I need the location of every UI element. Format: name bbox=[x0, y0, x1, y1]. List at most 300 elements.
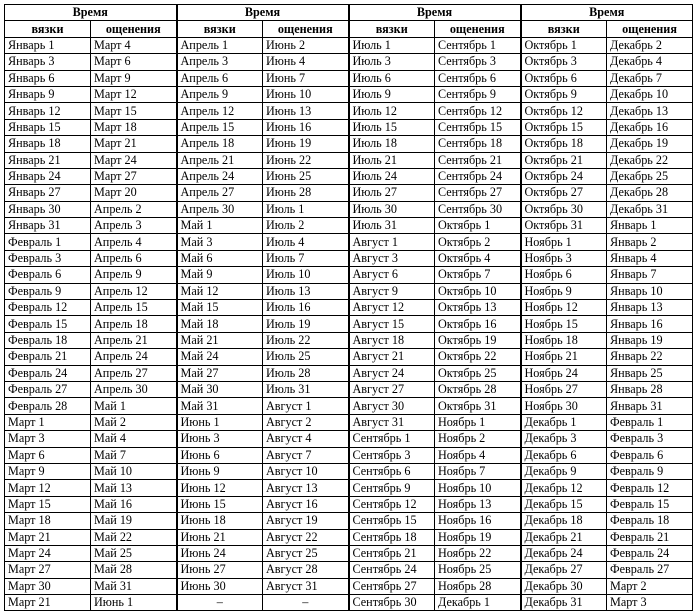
whelping-date-cell: Июль 28 bbox=[263, 365, 349, 381]
whelping-date-cell: Февраль 27 bbox=[607, 562, 693, 578]
whelping-date-cell: Август 31 bbox=[263, 578, 349, 594]
table-row bbox=[5, 480, 693, 496]
whelping-date-cell: Февраль 15 bbox=[607, 496, 693, 512]
table-row bbox=[5, 218, 693, 234]
whelping-date-cell: Июль 25 bbox=[263, 349, 349, 365]
mating-date-cell: Сентябрь 3 bbox=[349, 447, 435, 463]
whelping-date-cell: Май 1 bbox=[91, 398, 177, 414]
whelping-date-cell: Сентябрь 27 bbox=[435, 185, 521, 201]
whelping-date-cell: Декабрь 25 bbox=[607, 168, 693, 184]
mating-date-cell: – bbox=[177, 595, 263, 611]
whelping-date-cell: Июль 1 bbox=[263, 201, 349, 217]
table-row bbox=[5, 529, 693, 545]
mating-date-cell: Август 30 bbox=[349, 398, 435, 414]
whelping-date-cell: Май 31 bbox=[91, 578, 177, 594]
whelping-date-cell: Июнь 22 bbox=[263, 152, 349, 168]
whelping-date-cell: Февраль 24 bbox=[607, 545, 693, 561]
whelping-date-cell: Январь 22 bbox=[607, 349, 693, 365]
mating-date-cell: Январь 30 bbox=[5, 201, 91, 217]
whelping-date-cell: Апрель 15 bbox=[91, 300, 177, 316]
mating-date-cell: Сентябрь 9 bbox=[349, 480, 435, 496]
group-1-title: Время bbox=[5, 5, 177, 21]
mating-date-cell: Апрель 12 bbox=[177, 103, 263, 119]
mating-date-cell: Апрель 21 bbox=[177, 152, 263, 168]
whelping-calendar-table bbox=[4, 4, 693, 611]
table-row bbox=[5, 349, 693, 365]
whelping-date-cell: – bbox=[263, 595, 349, 611]
mating-date-cell: Ноябрь 15 bbox=[521, 316, 607, 332]
whelping-date-cell: Январь 1 bbox=[607, 218, 693, 234]
mating-date-cell: Декабрь 18 bbox=[521, 513, 607, 529]
mating-date-cell: Январь 18 bbox=[5, 136, 91, 152]
whelping-date-cell: Ноябрь 19 bbox=[435, 529, 521, 545]
whelping-date-cell: Январь 28 bbox=[607, 381, 693, 397]
mating-date-cell: Январь 21 bbox=[5, 152, 91, 168]
whelping-date-cell: Сентябрь 15 bbox=[435, 119, 521, 135]
mating-date-cell: Ноябрь 18 bbox=[521, 332, 607, 348]
mating-date-cell: Июль 18 bbox=[349, 136, 435, 152]
whelping-date-cell: Декабрь 16 bbox=[607, 119, 693, 135]
whelping-date-cell: Апрель 24 bbox=[91, 349, 177, 365]
mating-date-cell: Март 21 bbox=[5, 595, 91, 611]
mating-date-cell: Август 3 bbox=[349, 250, 435, 266]
whelping-date-cell: Декабрь 10 bbox=[607, 86, 693, 102]
mating-date-cell: Июнь 21 bbox=[177, 529, 263, 545]
whelping-date-cell: Сентябрь 30 bbox=[435, 201, 521, 217]
whelping-date-cell: Август 22 bbox=[263, 529, 349, 545]
mating-date-cell: Октябрь 12 bbox=[521, 103, 607, 119]
mating-date-cell: Ноябрь 24 bbox=[521, 365, 607, 381]
table-row bbox=[5, 545, 693, 561]
whelping-date-cell: Июнь 1 bbox=[91, 595, 177, 611]
table-row bbox=[5, 578, 693, 594]
whelping-date-cell: Июнь 16 bbox=[263, 119, 349, 135]
mating-date-cell: Декабрь 15 bbox=[521, 496, 607, 512]
mating-date-cell: Март 6 bbox=[5, 447, 91, 463]
whelping-date-cell: Октябрь 2 bbox=[435, 234, 521, 250]
mating-date-cell: Январь 24 bbox=[5, 168, 91, 184]
whelping-date-cell: Август 10 bbox=[263, 463, 349, 479]
mating-date-cell: Март 30 bbox=[5, 578, 91, 594]
mating-date-cell: Октябрь 21 bbox=[521, 152, 607, 168]
mating-date-cell: Август 21 bbox=[349, 349, 435, 365]
whelping-date-cell: Декабрь 28 bbox=[607, 185, 693, 201]
table-row bbox=[5, 562, 693, 578]
mating-date-cell: Октябрь 15 bbox=[521, 119, 607, 135]
whelping-date-cell: Январь 13 bbox=[607, 300, 693, 316]
mating-date-cell: Июнь 18 bbox=[177, 513, 263, 529]
table-header bbox=[5, 5, 693, 38]
whelping-date-cell: Октябрь 10 bbox=[435, 283, 521, 299]
whelping-date-cell: Март 9 bbox=[91, 70, 177, 86]
whelping-date-cell: Апрель 6 bbox=[91, 250, 177, 266]
mating-date-cell: Май 24 bbox=[177, 349, 263, 365]
whelping-date-cell: Август 2 bbox=[263, 414, 349, 430]
whelping-date-cell: Декабрь 19 bbox=[607, 136, 693, 152]
mating-date-cell: Сентябрь 15 bbox=[349, 513, 435, 529]
mating-date-cell: Май 6 bbox=[177, 250, 263, 266]
table-row bbox=[5, 431, 693, 447]
whelping-date-cell: Март 27 bbox=[91, 168, 177, 184]
mating-date-cell: Январь 6 bbox=[5, 70, 91, 86]
whelping-date-cell: Июль 16 bbox=[263, 300, 349, 316]
mating-date-cell: Ноябрь 3 bbox=[521, 250, 607, 266]
whelping-date-cell: Апрель 30 bbox=[91, 381, 177, 397]
mating-date-cell: Сентябрь 1 bbox=[349, 431, 435, 447]
col-whelping-2: ощенения bbox=[263, 21, 349, 37]
whelping-date-cell: Июнь 19 bbox=[263, 136, 349, 152]
mating-date-cell: Май 30 bbox=[177, 381, 263, 397]
mating-date-cell: Май 21 bbox=[177, 332, 263, 348]
table-row bbox=[5, 103, 693, 119]
mating-date-cell: Март 3 bbox=[5, 431, 91, 447]
col-mating-1: вязки bbox=[5, 21, 91, 37]
mating-date-cell: Ноябрь 1 bbox=[521, 234, 607, 250]
mating-date-cell: Февраль 12 bbox=[5, 300, 91, 316]
whelping-date-cell: Сентябрь 1 bbox=[435, 37, 521, 53]
col-whelping-1: ощенения bbox=[91, 21, 177, 37]
whelping-date-cell: Сентябрь 6 bbox=[435, 70, 521, 86]
mating-date-cell: Февраль 6 bbox=[5, 267, 91, 283]
whelping-date-cell: Декабрь 2 bbox=[607, 37, 693, 53]
whelping-date-cell: Январь 16 bbox=[607, 316, 693, 332]
table-row bbox=[5, 398, 693, 414]
mating-date-cell: Август 1 bbox=[349, 234, 435, 250]
mating-date-cell: Август 24 bbox=[349, 365, 435, 381]
table-row bbox=[5, 381, 693, 397]
table-row bbox=[5, 54, 693, 70]
mating-date-cell: Март 15 bbox=[5, 496, 91, 512]
whelping-date-cell: Апрель 21 bbox=[91, 332, 177, 348]
whelping-date-cell: Апрель 12 bbox=[91, 283, 177, 299]
mating-date-cell: Сентябрь 12 bbox=[349, 496, 435, 512]
mating-date-cell: Ноябрь 30 bbox=[521, 398, 607, 414]
header-group-row bbox=[5, 5, 693, 21]
whelping-date-cell: Октябрь 19 bbox=[435, 332, 521, 348]
mating-date-cell: Декабрь 24 bbox=[521, 545, 607, 561]
col-mating-3: вязки bbox=[349, 21, 435, 37]
whelping-date-cell: Август 16 bbox=[263, 496, 349, 512]
whelping-date-cell: Июль 10 bbox=[263, 267, 349, 283]
group-3-title: Время bbox=[349, 5, 521, 21]
mating-date-cell: Февраль 15 bbox=[5, 316, 91, 332]
mating-date-cell: Август 6 bbox=[349, 267, 435, 283]
mating-date-cell: Июнь 9 bbox=[177, 463, 263, 479]
table-row bbox=[5, 447, 693, 463]
mating-date-cell: Апрель 18 bbox=[177, 136, 263, 152]
whelping-date-cell: Март 21 bbox=[91, 136, 177, 152]
table-row bbox=[5, 234, 693, 250]
whelping-date-cell: Апрель 2 bbox=[91, 201, 177, 217]
whelping-date-cell: Февраль 9 bbox=[607, 463, 693, 479]
whelping-date-cell: Март 24 bbox=[91, 152, 177, 168]
whelping-date-cell: Ноябрь 13 bbox=[435, 496, 521, 512]
table-row bbox=[5, 267, 693, 283]
table-row bbox=[5, 250, 693, 266]
mating-date-cell: Апрель 1 bbox=[177, 37, 263, 53]
mating-date-cell: Июнь 12 bbox=[177, 480, 263, 496]
whelping-date-cell: Май 4 bbox=[91, 431, 177, 447]
whelping-date-cell: Февраль 18 bbox=[607, 513, 693, 529]
mating-date-cell: Июнь 27 bbox=[177, 562, 263, 578]
mating-date-cell: Март 24 bbox=[5, 545, 91, 561]
mating-date-cell: Май 1 bbox=[177, 218, 263, 234]
table-row bbox=[5, 365, 693, 381]
mating-date-cell: Декабрь 31 bbox=[521, 595, 607, 611]
whelping-date-cell: Июнь 10 bbox=[263, 86, 349, 102]
mating-date-cell: Декабрь 27 bbox=[521, 562, 607, 578]
whelping-date-cell: Январь 4 bbox=[607, 250, 693, 266]
whelping-date-cell: Июль 13 bbox=[263, 283, 349, 299]
mating-date-cell: Август 31 bbox=[349, 414, 435, 430]
whelping-date-cell: Май 19 bbox=[91, 513, 177, 529]
col-mating-2: вязки bbox=[177, 21, 263, 37]
whelping-date-cell: Ноябрь 25 bbox=[435, 562, 521, 578]
mating-date-cell: Февраль 28 bbox=[5, 398, 91, 414]
col-whelping-3: ощенения bbox=[435, 21, 521, 37]
whelping-date-cell: Июль 31 bbox=[263, 381, 349, 397]
whelping-date-cell: Май 25 bbox=[91, 545, 177, 561]
mating-date-cell: Декабрь 1 bbox=[521, 414, 607, 430]
whelping-date-cell: Январь 19 bbox=[607, 332, 693, 348]
whelping-date-cell: Август 25 bbox=[263, 545, 349, 561]
table-row bbox=[5, 119, 693, 135]
whelping-date-cell: Декабрь 22 bbox=[607, 152, 693, 168]
whelping-date-cell: Февраль 6 bbox=[607, 447, 693, 463]
mating-date-cell: Февраль 27 bbox=[5, 381, 91, 397]
whelping-date-cell: Июнь 4 bbox=[263, 54, 349, 70]
whelping-date-cell: Сентябрь 24 bbox=[435, 168, 521, 184]
mating-date-cell: Август 15 bbox=[349, 316, 435, 332]
whelping-date-cell: Ноябрь 22 bbox=[435, 545, 521, 561]
mating-date-cell: Май 9 bbox=[177, 267, 263, 283]
mating-date-cell: Октябрь 27 bbox=[521, 185, 607, 201]
table-row bbox=[5, 332, 693, 348]
mating-date-cell: Октябрь 1 bbox=[521, 37, 607, 53]
mating-date-cell: Февраль 18 bbox=[5, 332, 91, 348]
whelping-date-cell: Декабрь 31 bbox=[607, 201, 693, 217]
whelping-date-cell: Декабрь 7 bbox=[607, 70, 693, 86]
mating-date-cell: Декабрь 30 bbox=[521, 578, 607, 594]
whelping-date-cell: Декабрь 13 bbox=[607, 103, 693, 119]
mating-date-cell: Апрель 24 bbox=[177, 168, 263, 184]
mating-date-cell: Июль 12 bbox=[349, 103, 435, 119]
mating-date-cell: Ноябрь 27 bbox=[521, 381, 607, 397]
mating-date-cell: Декабрь 21 bbox=[521, 529, 607, 545]
mating-date-cell: Октябрь 6 bbox=[521, 70, 607, 86]
mating-date-cell: Октябрь 31 bbox=[521, 218, 607, 234]
mating-date-cell: Апрель 27 bbox=[177, 185, 263, 201]
whelping-date-cell: Апрель 18 bbox=[91, 316, 177, 332]
mating-date-cell: Ноябрь 6 bbox=[521, 267, 607, 283]
mating-date-cell: Май 3 bbox=[177, 234, 263, 250]
mating-date-cell: Февраль 21 bbox=[5, 349, 91, 365]
whelping-date-cell: Май 7 bbox=[91, 447, 177, 463]
whelping-date-cell: Март 3 bbox=[607, 595, 693, 611]
whelping-date-cell: Декабрь 4 bbox=[607, 54, 693, 70]
mating-date-cell: Июль 21 bbox=[349, 152, 435, 168]
table-row bbox=[5, 152, 693, 168]
mating-date-cell: Август 12 bbox=[349, 300, 435, 316]
whelping-date-cell: Август 13 bbox=[263, 480, 349, 496]
mating-date-cell: Март 12 bbox=[5, 480, 91, 496]
mating-date-cell: Январь 12 bbox=[5, 103, 91, 119]
whelping-date-cell: Октябрь 13 bbox=[435, 300, 521, 316]
mating-date-cell: Сентябрь 21 bbox=[349, 545, 435, 561]
col-whelping-4: ощенения bbox=[607, 21, 693, 37]
mating-date-cell: Июль 9 bbox=[349, 86, 435, 102]
mating-date-cell: Апрель 30 bbox=[177, 201, 263, 217]
whelping-date-cell: Октябрь 7 bbox=[435, 267, 521, 283]
col-mating-4: вязки bbox=[521, 21, 607, 37]
whelping-date-cell: Август 19 bbox=[263, 513, 349, 529]
whelping-date-cell: Июль 7 bbox=[263, 250, 349, 266]
mating-date-cell: Июнь 30 bbox=[177, 578, 263, 594]
mating-date-cell: Январь 9 bbox=[5, 86, 91, 102]
mating-date-cell: Ноябрь 9 bbox=[521, 283, 607, 299]
whelping-date-cell: Октябрь 4 bbox=[435, 250, 521, 266]
whelping-date-cell: Февраль 3 bbox=[607, 431, 693, 447]
whelping-date-cell: Апрель 27 bbox=[91, 365, 177, 381]
whelping-date-cell: Октябрь 28 bbox=[435, 381, 521, 397]
whelping-date-cell: Март 15 bbox=[91, 103, 177, 119]
whelping-date-cell: Январь 7 bbox=[607, 267, 693, 283]
whelping-date-cell: Август 4 bbox=[263, 431, 349, 447]
mating-date-cell: Декабрь 9 bbox=[521, 463, 607, 479]
whelping-date-cell: Май 13 bbox=[91, 480, 177, 496]
whelping-date-cell: Сентябрь 18 bbox=[435, 136, 521, 152]
mating-date-cell: Февраль 9 bbox=[5, 283, 91, 299]
mating-date-cell: Март 21 bbox=[5, 529, 91, 545]
mating-date-cell: Декабрь 6 bbox=[521, 447, 607, 463]
mating-date-cell: Март 27 bbox=[5, 562, 91, 578]
mating-date-cell: Июль 30 bbox=[349, 201, 435, 217]
mating-date-cell: Февраль 3 bbox=[5, 250, 91, 266]
mating-date-cell: Июль 6 bbox=[349, 70, 435, 86]
mating-date-cell: Октябрь 30 bbox=[521, 201, 607, 217]
mating-date-cell: Октябрь 3 bbox=[521, 54, 607, 70]
whelping-date-cell: Сентябрь 3 bbox=[435, 54, 521, 70]
mating-date-cell: Август 27 bbox=[349, 381, 435, 397]
whelping-date-cell: Май 10 bbox=[91, 463, 177, 479]
whelping-date-cell: Июнь 28 bbox=[263, 185, 349, 201]
whelping-date-cell: Октябрь 25 bbox=[435, 365, 521, 381]
whelping-date-cell: Март 20 bbox=[91, 185, 177, 201]
mating-date-cell: Ноябрь 21 bbox=[521, 349, 607, 365]
mating-date-cell: Февраль 24 bbox=[5, 365, 91, 381]
whelping-date-cell: Август 1 bbox=[263, 398, 349, 414]
whelping-date-cell: Февраль 21 bbox=[607, 529, 693, 545]
whelping-date-cell: Ноябрь 1 bbox=[435, 414, 521, 430]
table-row bbox=[5, 136, 693, 152]
whelping-date-cell: Ноябрь 2 bbox=[435, 431, 521, 447]
whelping-date-cell: Март 6 bbox=[91, 54, 177, 70]
mating-date-cell: Июль 1 bbox=[349, 37, 435, 53]
whelping-date-cell: Март 2 bbox=[607, 578, 693, 594]
mating-date-cell: Октябрь 18 bbox=[521, 136, 607, 152]
whelping-date-cell: Октябрь 1 bbox=[435, 218, 521, 234]
table-row bbox=[5, 201, 693, 217]
whelping-date-cell: Январь 10 bbox=[607, 283, 693, 299]
mating-date-cell: Январь 27 bbox=[5, 185, 91, 201]
whelping-date-cell: Январь 2 bbox=[607, 234, 693, 250]
table-body bbox=[5, 37, 693, 611]
whelping-date-cell: Июль 19 bbox=[263, 316, 349, 332]
table-row bbox=[5, 70, 693, 86]
whelping-date-cell: Октябрь 31 bbox=[435, 398, 521, 414]
whelping-date-cell: Май 2 bbox=[91, 414, 177, 430]
mating-date-cell: Март 1 bbox=[5, 414, 91, 430]
table-row bbox=[5, 283, 693, 299]
mating-date-cell: Декабрь 3 bbox=[521, 431, 607, 447]
mating-date-cell: Июль 27 bbox=[349, 185, 435, 201]
mating-date-cell: Январь 31 bbox=[5, 218, 91, 234]
table-row bbox=[5, 463, 693, 479]
mating-date-cell: Сентябрь 6 bbox=[349, 463, 435, 479]
mating-date-cell: Январь 15 bbox=[5, 119, 91, 135]
header-subcolumn-row bbox=[5, 21, 693, 37]
whelping-date-cell: Июнь 25 bbox=[263, 168, 349, 184]
group-4-title: Время bbox=[521, 5, 693, 21]
whelping-date-cell: Март 12 bbox=[91, 86, 177, 102]
whelping-date-cell: Апрель 3 bbox=[91, 218, 177, 234]
mating-date-cell: Июль 31 bbox=[349, 218, 435, 234]
whelping-date-cell: Июль 2 bbox=[263, 218, 349, 234]
mating-date-cell: Апрель 6 bbox=[177, 70, 263, 86]
mating-date-cell: Май 27 bbox=[177, 365, 263, 381]
whelping-date-cell: Апрель 9 bbox=[91, 267, 177, 283]
mating-date-cell: Январь 1 bbox=[5, 37, 91, 53]
whelping-date-cell: Май 28 bbox=[91, 562, 177, 578]
table-row bbox=[5, 414, 693, 430]
whelping-date-cell: Ноябрь 16 bbox=[435, 513, 521, 529]
whelping-date-cell: Апрель 4 bbox=[91, 234, 177, 250]
whelping-date-cell: Ноябрь 28 bbox=[435, 578, 521, 594]
mating-date-cell: Июль 24 bbox=[349, 168, 435, 184]
whelping-date-cell: Март 18 bbox=[91, 119, 177, 135]
mating-date-cell: Август 18 bbox=[349, 332, 435, 348]
table-row bbox=[5, 185, 693, 201]
mating-date-cell: Июнь 6 bbox=[177, 447, 263, 463]
mating-date-cell: Сентябрь 30 bbox=[349, 595, 435, 611]
mating-date-cell: Апрель 15 bbox=[177, 119, 263, 135]
whelping-date-cell: Июль 22 bbox=[263, 332, 349, 348]
whelping-date-cell: Май 16 bbox=[91, 496, 177, 512]
mating-date-cell: Май 31 bbox=[177, 398, 263, 414]
mating-date-cell: Март 18 bbox=[5, 513, 91, 529]
whelping-date-cell: Ноябрь 10 bbox=[435, 480, 521, 496]
table-row bbox=[5, 513, 693, 529]
table-row bbox=[5, 595, 693, 611]
table-row bbox=[5, 37, 693, 53]
mating-date-cell: Июнь 24 bbox=[177, 545, 263, 561]
mating-date-cell: Сентябрь 27 bbox=[349, 578, 435, 594]
whelping-date-cell: Февраль 12 bbox=[607, 480, 693, 496]
mating-date-cell: Октябрь 24 bbox=[521, 168, 607, 184]
whelping-date-cell: Май 22 bbox=[91, 529, 177, 545]
table-row bbox=[5, 168, 693, 184]
mating-date-cell: Март 9 bbox=[5, 463, 91, 479]
table-row bbox=[5, 496, 693, 512]
mating-date-cell: Ноябрь 12 bbox=[521, 300, 607, 316]
mating-date-cell: Сентябрь 24 bbox=[349, 562, 435, 578]
whelping-date-cell: Август 7 bbox=[263, 447, 349, 463]
table-row bbox=[5, 86, 693, 102]
mating-date-cell: Июнь 15 bbox=[177, 496, 263, 512]
whelping-date-cell: Август 28 bbox=[263, 562, 349, 578]
whelping-date-cell: Январь 25 bbox=[607, 365, 693, 381]
mating-date-cell: Июнь 1 bbox=[177, 414, 263, 430]
